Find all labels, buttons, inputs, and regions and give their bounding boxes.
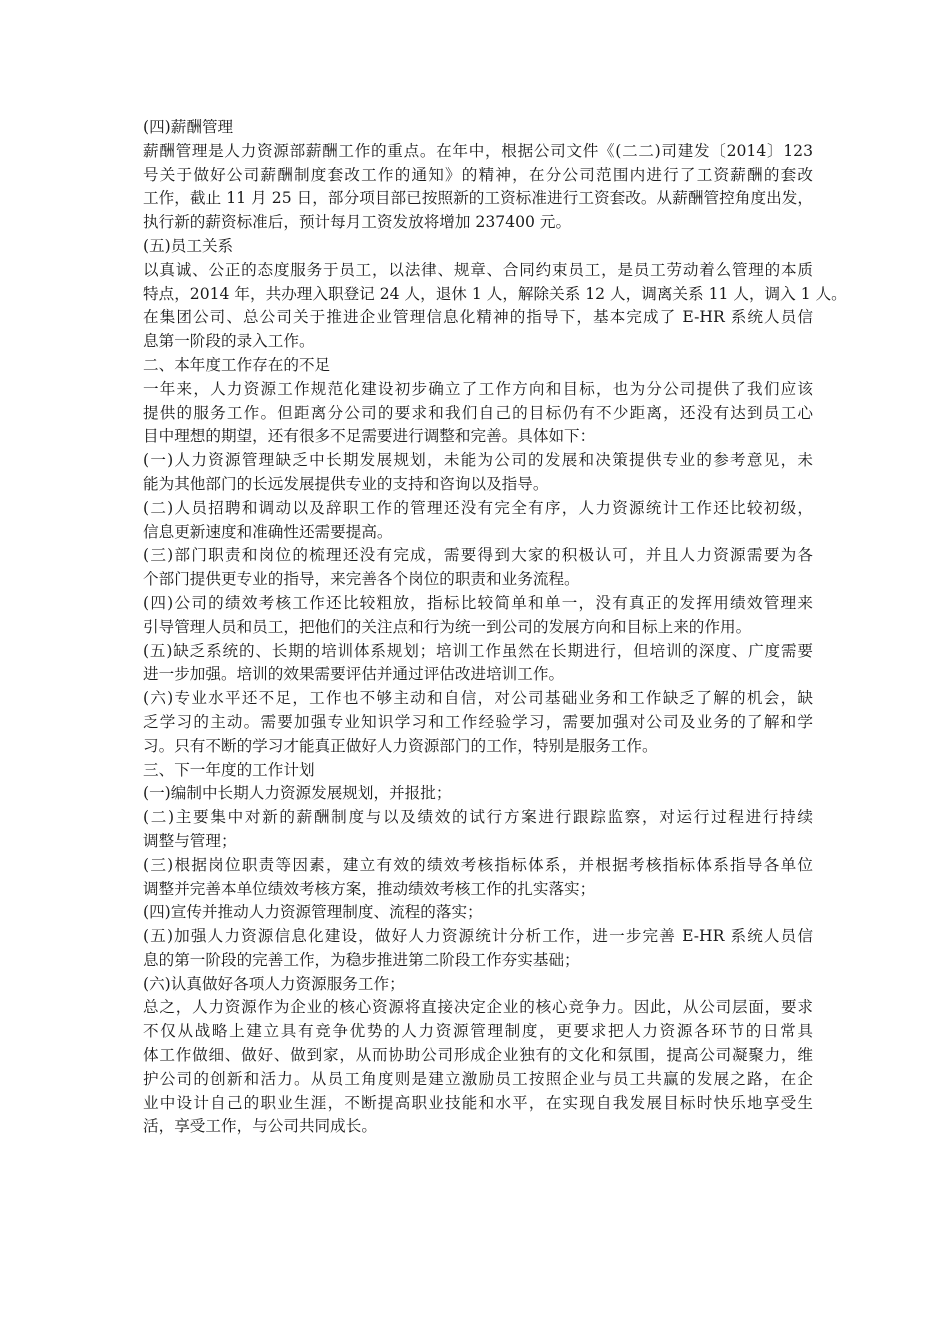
section-employee-relations — [143, 235, 847, 354]
section-heading: 二、本年度工作存在的不足 — [143, 355, 331, 374]
list-item-line: 习。只有不断的学习才能真正做好人力资源部门的工作，特别是服务工作。 — [143, 736, 658, 755]
list-item-line: (一)人力资源管理缺乏中长期发展规划，未能为公司的发展和决策提供专业的参考意见，未 — [143, 451, 813, 470]
paragraph-line: 息第一阶段的录入工作。 — [143, 332, 315, 351]
paragraph-line: 在集团公司、总公司关于推进企业管理信息化精神的指导下，基本完成了 E-HR 系统人员信 — [143, 308, 813, 327]
conclusion-line: 护公司的创新和活力。从员工角度则是建立激励员工按照企业与员工共赢的发展之路，在企 — [143, 1069, 813, 1088]
list-item-line: 能为其他部门的长远发展提供专业的支持和咨询以及指导。 — [143, 474, 549, 493]
conclusion-line: 业中设计自己的职业生涯，不断提高职业技能和水平，在实现自我发展目标时快乐地享受生 — [143, 1093, 813, 1112]
paragraph-line: 号关于做好公司薪酬制度套改工作的通知》的精神，在分公司范围内进行了工资薪酬的套改 — [143, 165, 813, 184]
list-item-line: (四)宣传并推动人力资源管理制度、流程的落实； — [143, 903, 483, 922]
list-item-line: 调整并完善本单位绩效考核方案，推动绩效考核工作的扎实落实； — [143, 879, 596, 898]
section-heading: (五)员工关系 — [143, 236, 234, 255]
section-next-year-plan — [143, 759, 823, 1140]
conclusion-line: 总之，人力资源作为企业的核心资源将直接决定企业的核心竞争力。因此，从公司层面，要求 — [143, 998, 813, 1017]
paragraph-line: 一年来，人力资源工作规范化建设初步确立了工作方向和目标，也为分公司提供了我们应该 — [143, 379, 813, 398]
list-item-line: (五)加强人力资源信息化建设，做好人力资源统计分析工作，进一步完善 E-HR 系统人员信 — [143, 927, 813, 946]
list-item-line: 引导管理人员和员工，把他们的关注点和行为统一到公司的发展方向和目标上来的作用。 — [143, 617, 752, 636]
section-shortcomings — [143, 354, 823, 759]
paragraph-line: 执行新的薪资标准后，预计每月工资发放将增加 237400 元。 — [143, 213, 572, 232]
list-item-line: (五)缺乏系统的、长期的培训体系规划；培训工作虽然在长期进行，但培训的深度、广度需要 — [143, 641, 813, 660]
document-page — [143, 116, 847, 1139]
paragraph-line: 特点，2014 年，共办理入职登记 24 人，退休 1 人，解除关系 12 人，调离关系 11 人，调入 1 人。 — [143, 284, 847, 303]
list-item-line: (三)根据岗位职责等因素，建立有效的绩效考核指标体系，并根据考核指标体系指导各单位 — [143, 855, 813, 874]
paragraph-line: 薪酬管理是人力资源部薪酬工作的重点。在年中，根据公司文件《(二二)司建发〔2014〕123 — [143, 141, 813, 160]
list-item-line: (一)编制中长期人力资源发展规划，并报批； — [143, 784, 452, 803]
list-item-line: (二)主要集中对新的薪酬制度与以及绩效的试行方案进行跟踪监察，对运行过程进行持续 — [143, 808, 813, 827]
paragraph-line: 以真诚、公正的态度服务于员工，以法律、规章、合同约束员工，是员工劳动着么管理的本质 — [143, 260, 813, 279]
list-item-line: 信息更新速度和准确性还需要提高。 — [143, 522, 393, 541]
paragraph-line: 提供的服务工作。但距离分公司的要求和我们自己的目标仍有不少距离，还没有达到员工心 — [143, 403, 813, 422]
list-item-line: 个部门提供更专业的指导，来完善各个岗位的职责和业务流程。 — [143, 570, 580, 589]
list-item-line: (六)认真做好各项人力资源服务工作； — [143, 974, 405, 993]
list-item-line: 进一步加强。培训的效果需要评估并通过评估改进培训工作。 — [143, 665, 565, 684]
paragraph-line: 工作，截止 11 月 25 日，部分项目部已按照新的工资标准进行工资套改。从薪酬管控角度出发， — [143, 189, 813, 208]
conclusion-line: 不仅从战略上建立具有竞争优势的人力资源管理制度，更要求把人力资源各环节的日常具 — [143, 1022, 813, 1041]
section-heading: (四)薪酬管理 — [143, 118, 234, 136]
list-item-line: 调整与管理； — [143, 831, 237, 850]
list-item-line: 乏学习的主动。需要加强专业知识学习和工作经验学习，需要加强对公司及业务的了解和学 — [143, 712, 813, 731]
section-heading: 三、下一年度的工作计划 — [143, 760, 315, 779]
paragraph-line: 目中理想的期望，还有很多不足需要进行调整和完善。具体如下： — [143, 427, 596, 446]
conclusion-line: 活，享受工作，与公司共同成长。 — [143, 1117, 377, 1136]
list-item-line: (四)公司的绩效考核工作还比较粗放，指标比较简单和单一，没有真正的发挥用绩效管理来 — [143, 593, 813, 612]
list-item-line: (六)专业水平还不足，工作也不够主动和自信，对公司基础业务和工作缺乏了解的机会，缺 — [143, 689, 813, 708]
conclusion-line: 体工作做细、做好、做到家，从而协助公司形成企业独有的文化和氛围，提高公司凝聚力，维 — [143, 1046, 813, 1065]
list-item-line: (三)部门职责和岗位的梳理还没有完成，需要得到大家的积极认可，并且人力资源需要为各 — [143, 546, 813, 565]
list-item-line: 息的第一阶段的完善工作，为稳步推进第二阶段工作夯实基础； — [143, 950, 580, 969]
list-item-line: (二)人员招聘和调动以及辞职工作的管理还没有完全有序，人力资源统计工作还比较初级， — [143, 498, 813, 517]
section-salary-management — [143, 116, 823, 235]
